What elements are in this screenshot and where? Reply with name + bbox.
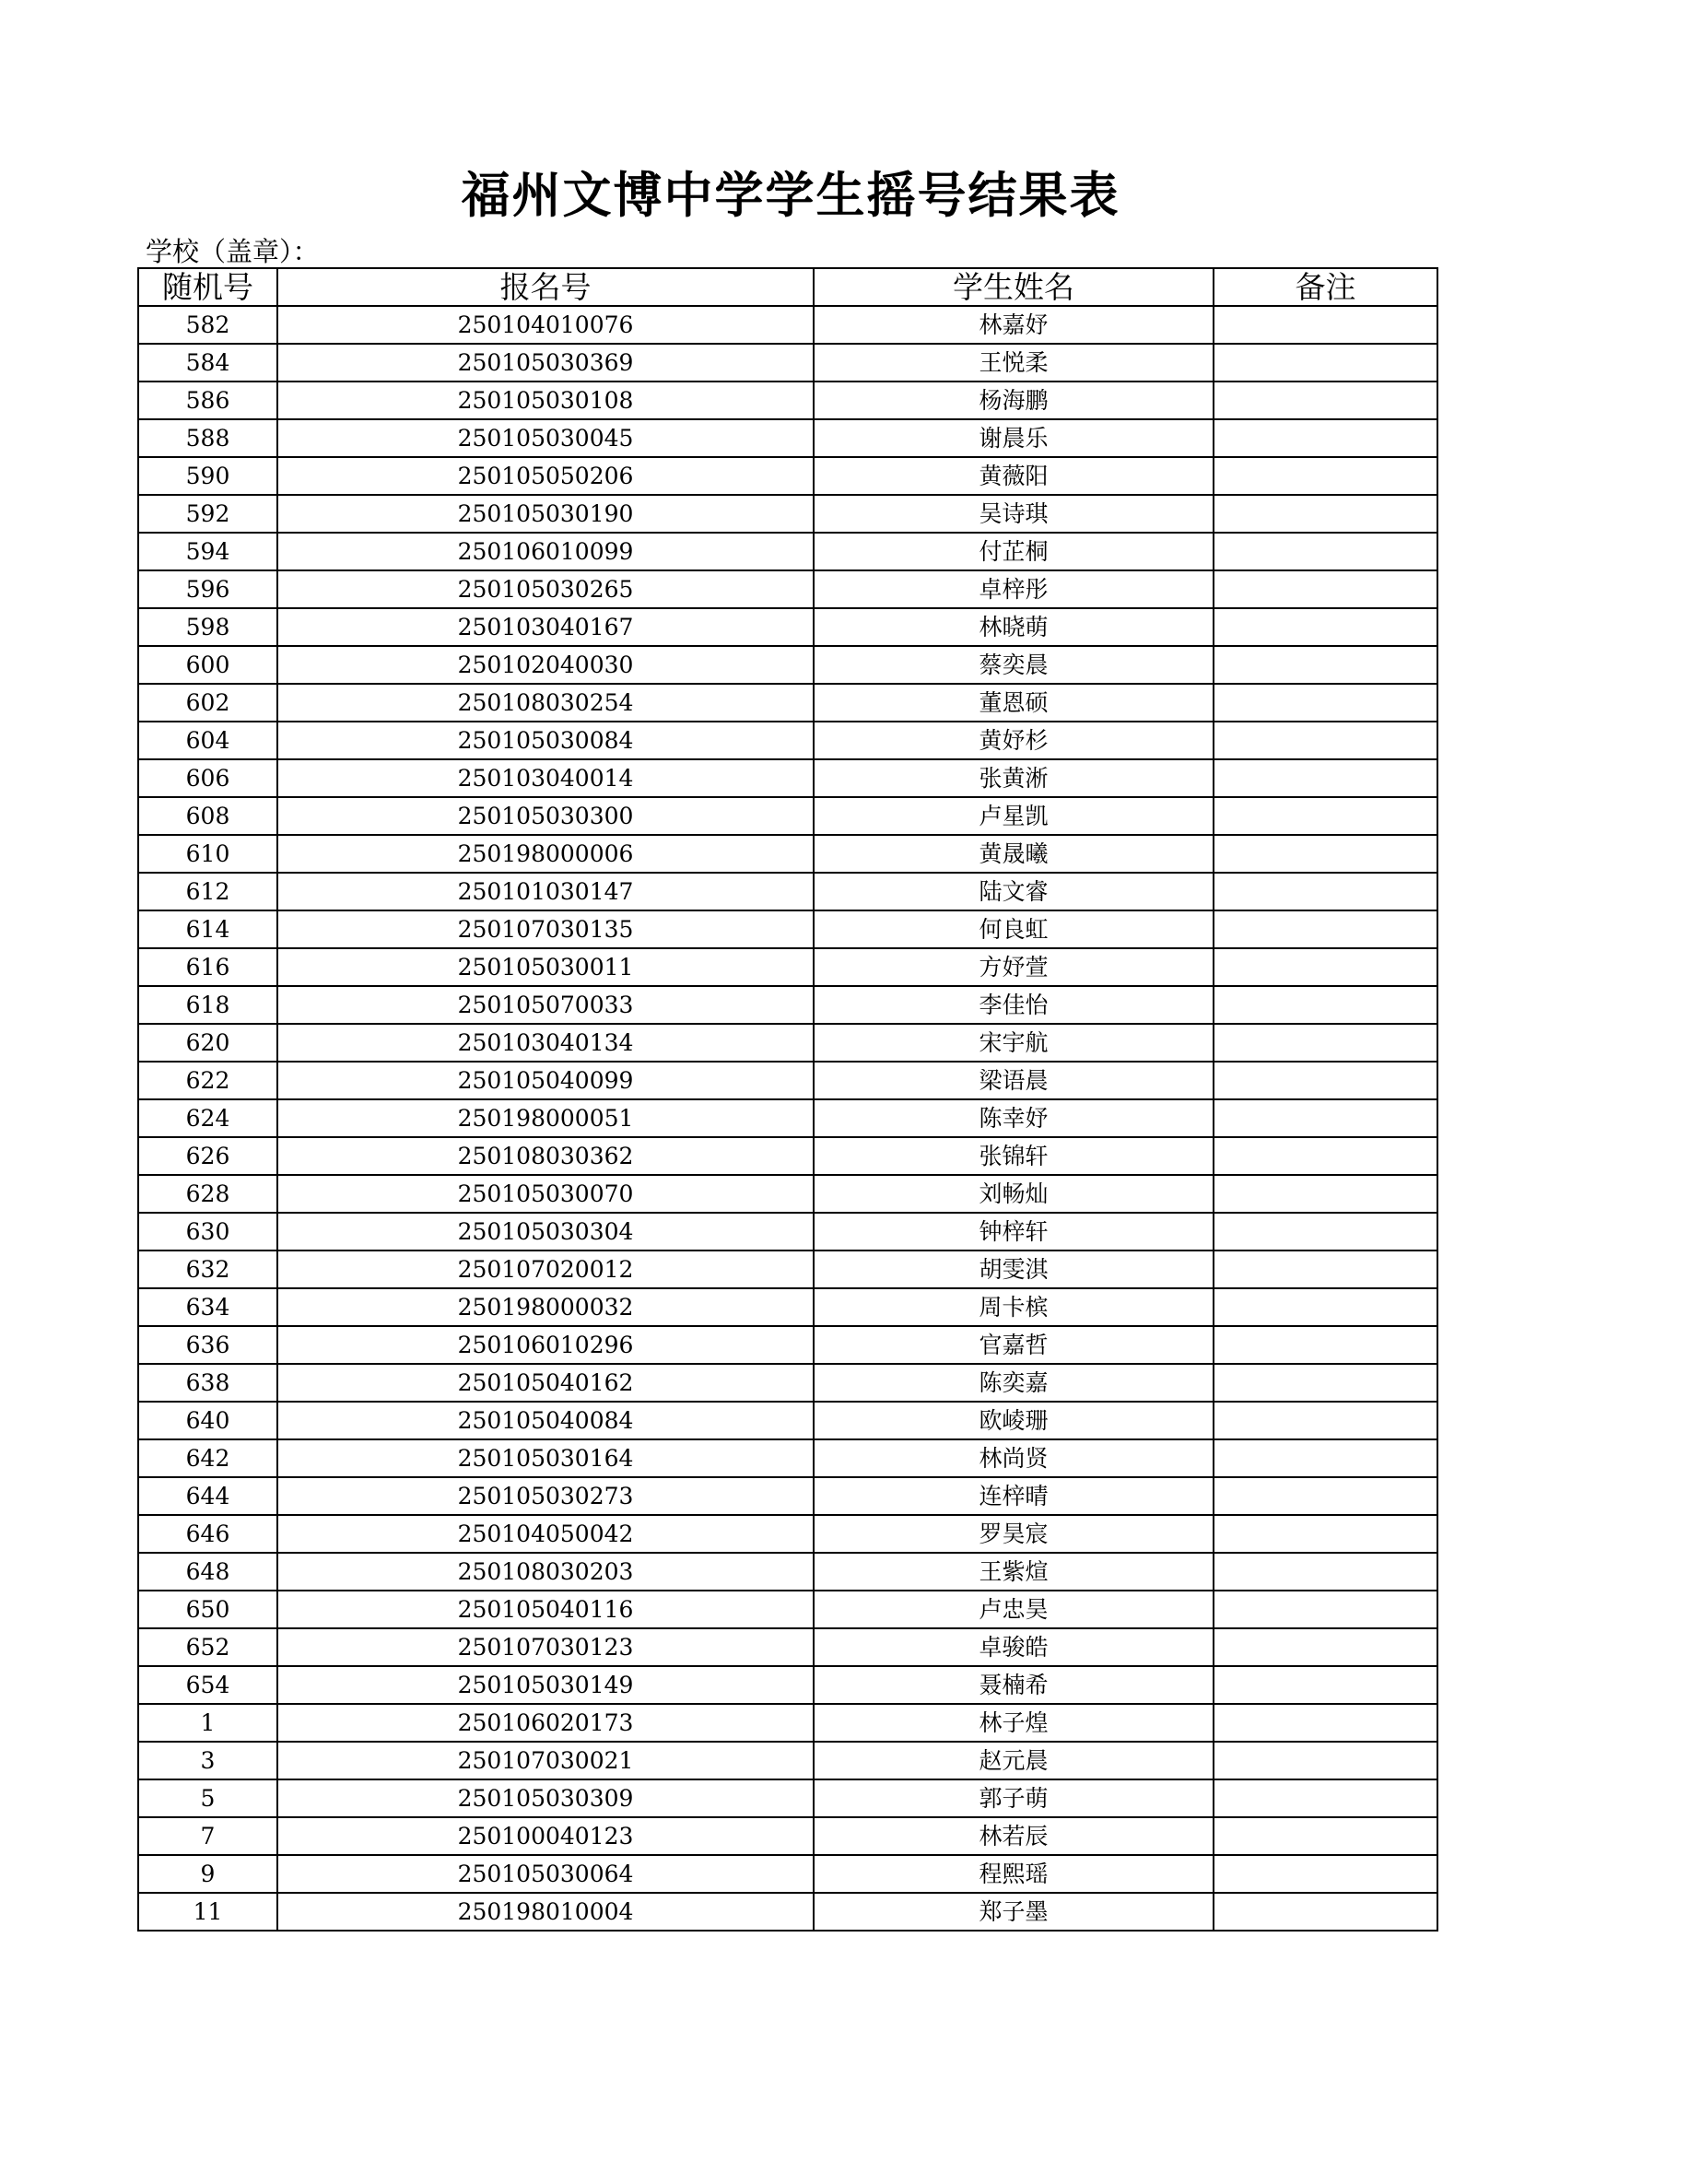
student-name-cell: 黄晟曦	[814, 835, 1214, 873]
table-row	[138, 1099, 1437, 1137]
random-number-cell: 582	[138, 306, 277, 344]
registration-number-cell: 250100040123	[277, 1817, 814, 1855]
random-number-cell: 618	[138, 986, 277, 1024]
registration-number-cell: 250104050042	[277, 1515, 814, 1553]
table-row	[138, 722, 1437, 759]
student-name-cell: 罗昊宸	[814, 1515, 1214, 1553]
table-row	[138, 910, 1437, 948]
table-row	[138, 1364, 1437, 1402]
registration-number-cell: 250105030369	[277, 344, 814, 382]
header-remarks: 备注	[1214, 268, 1437, 306]
remarks-cell	[1214, 873, 1437, 910]
lottery-result-table	[137, 267, 1438, 1932]
student-name-cell: 黄薇阳	[814, 457, 1214, 495]
random-number-cell: 628	[138, 1175, 277, 1213]
random-number-cell: 654	[138, 1666, 277, 1704]
table-row	[138, 1402, 1437, 1439]
student-name-cell: 张锦轩	[814, 1137, 1214, 1175]
student-name-cell: 赵元晨	[814, 1742, 1214, 1779]
registration-number-cell: 250105040084	[277, 1402, 814, 1439]
random-number-cell: 584	[138, 344, 277, 382]
remarks-cell	[1214, 608, 1437, 646]
registration-number-cell: 250107030021	[277, 1742, 814, 1779]
registration-number-cell: 250105030304	[277, 1213, 814, 1251]
remarks-cell	[1214, 1591, 1437, 1628]
registration-number-cell: 250105030064	[277, 1855, 814, 1893]
registration-number-cell: 250103040167	[277, 608, 814, 646]
remarks-cell	[1214, 1666, 1437, 1704]
random-number-cell: 620	[138, 1024, 277, 1062]
student-name-cell: 梁语晨	[814, 1062, 1214, 1099]
registration-number-cell: 250101030147	[277, 873, 814, 910]
random-number-cell: 602	[138, 684, 277, 722]
random-number-cell: 608	[138, 797, 277, 835]
random-number-cell: 610	[138, 835, 277, 873]
table-row	[138, 570, 1437, 608]
remarks-cell	[1214, 1779, 1437, 1817]
student-name-cell: 李佳怡	[814, 986, 1214, 1024]
registration-number-cell: 250105040162	[277, 1364, 814, 1402]
remarks-cell	[1214, 344, 1437, 382]
random-number-cell: 612	[138, 873, 277, 910]
remarks-cell	[1214, 722, 1437, 759]
student-name-cell: 何良虹	[814, 910, 1214, 948]
table-row	[138, 1439, 1437, 1477]
registration-number-cell: 250102040030	[277, 646, 814, 684]
table-row	[138, 759, 1437, 797]
random-number-cell: 638	[138, 1364, 277, 1402]
remarks-cell	[1214, 835, 1437, 873]
random-number-cell: 590	[138, 457, 277, 495]
student-name-cell: 宋宇航	[814, 1024, 1214, 1062]
random-number-cell: 11	[138, 1893, 277, 1931]
registration-number-cell: 250105030149	[277, 1666, 814, 1704]
student-name-cell: 陈奕嘉	[814, 1364, 1214, 1402]
registration-number-cell: 250105030045	[277, 419, 814, 457]
remarks-cell	[1214, 759, 1437, 797]
random-number-cell: 650	[138, 1591, 277, 1628]
table-row	[138, 1742, 1437, 1779]
table-row	[138, 1175, 1437, 1213]
remarks-cell	[1214, 1137, 1437, 1175]
registration-number-cell: 250103040014	[277, 759, 814, 797]
random-number-cell: 616	[138, 948, 277, 986]
table-row	[138, 457, 1437, 495]
registration-number-cell: 250105040116	[277, 1591, 814, 1628]
registration-number-cell: 250105030084	[277, 722, 814, 759]
remarks-cell	[1214, 1062, 1437, 1099]
student-name-cell: 郭子萌	[814, 1779, 1214, 1817]
remarks-cell	[1214, 419, 1437, 457]
table-row	[138, 1893, 1437, 1931]
table-row	[138, 986, 1437, 1024]
random-number-cell: 606	[138, 759, 277, 797]
random-number-cell: 626	[138, 1137, 277, 1175]
registration-number-cell: 250104010076	[277, 306, 814, 344]
student-name-cell: 钟梓轩	[814, 1213, 1214, 1251]
remarks-cell	[1214, 1175, 1437, 1213]
student-name-cell: 连梓晴	[814, 1477, 1214, 1515]
registration-number-cell: 250105070033	[277, 986, 814, 1024]
table-row	[138, 1288, 1437, 1326]
remarks-cell	[1214, 570, 1437, 608]
random-number-cell: 5	[138, 1779, 277, 1817]
table-row	[138, 1628, 1437, 1666]
remarks-cell	[1214, 1704, 1437, 1742]
registration-number-cell: 250105030300	[277, 797, 814, 835]
registration-number-cell: 250105040099	[277, 1062, 814, 1099]
table-row	[138, 1062, 1437, 1099]
remarks-cell	[1214, 382, 1437, 419]
remarks-cell	[1214, 684, 1437, 722]
table-row	[138, 1515, 1437, 1553]
registration-number-cell: 250198000006	[277, 835, 814, 873]
page-title: 福州文博中学学生摇号结果表	[461, 168, 1120, 224]
student-name-cell: 卓梓彤	[814, 570, 1214, 608]
table-row	[138, 948, 1437, 986]
table-row	[138, 1666, 1437, 1704]
table-row	[138, 646, 1437, 684]
random-number-cell: 588	[138, 419, 277, 457]
table-row	[138, 684, 1437, 722]
student-name-cell: 林尚贤	[814, 1439, 1214, 1477]
remarks-cell	[1214, 1402, 1437, 1439]
random-number-cell: 646	[138, 1515, 277, 1553]
random-number-cell: 594	[138, 533, 277, 570]
registration-number-cell: 250108030254	[277, 684, 814, 722]
table-row	[138, 608, 1437, 646]
remarks-cell	[1214, 1742, 1437, 1779]
student-name-cell: 董恩硕	[814, 684, 1214, 722]
table-row	[138, 495, 1437, 533]
student-name-cell: 官嘉哲	[814, 1326, 1214, 1364]
remarks-cell	[1214, 910, 1437, 948]
remarks-cell	[1214, 1364, 1437, 1402]
registration-number-cell: 250105050206	[277, 457, 814, 495]
remarks-cell	[1214, 986, 1437, 1024]
student-name-cell: 卢星凯	[814, 797, 1214, 835]
registration-number-cell: 250106010296	[277, 1326, 814, 1364]
random-number-cell: 624	[138, 1099, 277, 1137]
student-name-cell: 方妤萱	[814, 948, 1214, 986]
registration-number-cell: 250105030164	[277, 1439, 814, 1477]
table-row	[138, 1704, 1437, 1742]
remarks-cell	[1214, 1213, 1437, 1251]
student-name-cell: 林子煌	[814, 1704, 1214, 1742]
registration-number-cell: 250105030190	[277, 495, 814, 533]
registration-number-cell: 250105030011	[277, 948, 814, 986]
remarks-cell	[1214, 1477, 1437, 1515]
registration-number-cell: 250106020173	[277, 1704, 814, 1742]
header-registration-number: 报名号	[277, 268, 814, 306]
random-number-cell: 630	[138, 1213, 277, 1251]
student-name-cell: 蔡奕晨	[814, 646, 1214, 684]
random-number-cell: 642	[138, 1439, 277, 1477]
table-row	[138, 1251, 1437, 1288]
random-number-cell: 632	[138, 1251, 277, 1288]
registration-number-cell: 250105030309	[277, 1779, 814, 1817]
registration-number-cell: 250108030203	[277, 1553, 814, 1591]
registration-number-cell: 250198010004	[277, 1893, 814, 1931]
remarks-cell	[1214, 1628, 1437, 1666]
registration-number-cell: 250103040134	[277, 1024, 814, 1062]
table-row	[138, 533, 1437, 570]
table-row	[138, 1553, 1437, 1591]
student-name-cell: 欧崚珊	[814, 1402, 1214, 1439]
table-row	[138, 1326, 1437, 1364]
random-number-cell: 592	[138, 495, 277, 533]
random-number-cell: 7	[138, 1817, 277, 1855]
remarks-cell	[1214, 457, 1437, 495]
student-name-cell: 卓骏皓	[814, 1628, 1214, 1666]
registration-number-cell: 250107030123	[277, 1628, 814, 1666]
remarks-cell	[1214, 495, 1437, 533]
remarks-cell	[1214, 306, 1437, 344]
random-number-cell: 636	[138, 1326, 277, 1364]
random-number-cell: 622	[138, 1062, 277, 1099]
table-row	[138, 1137, 1437, 1175]
registration-number-cell: 250105030273	[277, 1477, 814, 1515]
remarks-cell	[1214, 1024, 1437, 1062]
student-name-cell: 郑子墨	[814, 1893, 1214, 1931]
student-name-cell: 聂楠希	[814, 1666, 1214, 1704]
registration-number-cell: 250108030362	[277, 1137, 814, 1175]
student-name-cell: 胡雯淇	[814, 1251, 1214, 1288]
student-name-cell: 刘畅灿	[814, 1175, 1214, 1213]
table-row	[138, 1817, 1437, 1855]
table-row	[138, 1855, 1437, 1893]
student-name-cell: 王悦柔	[814, 344, 1214, 382]
student-name-cell: 付芷桐	[814, 533, 1214, 570]
random-number-cell: 600	[138, 646, 277, 684]
table-row	[138, 797, 1437, 835]
random-number-cell: 9	[138, 1855, 277, 1893]
random-number-cell: 598	[138, 608, 277, 646]
student-name-cell: 林晓萌	[814, 608, 1214, 646]
student-name-cell: 杨海鹏	[814, 382, 1214, 419]
student-name-cell: 谢晨乐	[814, 419, 1214, 457]
registration-number-cell: 250105030108	[277, 382, 814, 419]
registration-number-cell: 250107020012	[277, 1251, 814, 1288]
random-number-cell: 604	[138, 722, 277, 759]
registration-number-cell: 250105030070	[277, 1175, 814, 1213]
table-row	[138, 1477, 1437, 1515]
remarks-cell	[1214, 646, 1437, 684]
table-row	[138, 1779, 1437, 1817]
random-number-cell: 586	[138, 382, 277, 419]
random-number-cell: 3	[138, 1742, 277, 1779]
remarks-cell	[1214, 948, 1437, 986]
remarks-cell	[1214, 1893, 1437, 1931]
registration-number-cell: 250198000032	[277, 1288, 814, 1326]
header-random-number: 随机号	[138, 268, 277, 306]
table-row	[138, 419, 1437, 457]
random-number-cell: 596	[138, 570, 277, 608]
remarks-cell	[1214, 1099, 1437, 1137]
remarks-cell	[1214, 1326, 1437, 1364]
student-name-cell: 陈幸妤	[814, 1099, 1214, 1137]
remarks-cell	[1214, 1553, 1437, 1591]
header-student-name: 学生姓名	[814, 268, 1214, 306]
table-row	[138, 1213, 1437, 1251]
remarks-cell	[1214, 1855, 1437, 1893]
random-number-cell: 1	[138, 1704, 277, 1742]
student-name-cell: 吴诗琪	[814, 495, 1214, 533]
random-number-cell: 634	[138, 1288, 277, 1326]
student-name-cell: 王紫煊	[814, 1553, 1214, 1591]
random-number-cell: 648	[138, 1553, 277, 1591]
student-name-cell: 林嘉妤	[814, 306, 1214, 344]
table-row	[138, 344, 1437, 382]
table-row	[138, 873, 1437, 910]
table-row	[138, 1024, 1437, 1062]
remarks-cell	[1214, 797, 1437, 835]
student-name-cell: 卢忠昊	[814, 1591, 1214, 1628]
random-number-cell: 640	[138, 1402, 277, 1439]
remarks-cell	[1214, 1439, 1437, 1477]
registration-number-cell: 250107030135	[277, 910, 814, 948]
registration-number-cell: 250105030265	[277, 570, 814, 608]
table-row	[138, 835, 1437, 873]
remarks-cell	[1214, 1288, 1437, 1326]
remarks-cell	[1214, 1251, 1437, 1288]
student-name-cell: 陆文睿	[814, 873, 1214, 910]
remarks-cell	[1214, 1817, 1437, 1855]
student-name-cell: 黄妤杉	[814, 722, 1214, 759]
school-stamp-label: 学校（盖章）：	[146, 236, 320, 267]
student-name-cell: 张黄淅	[814, 759, 1214, 797]
registration-number-cell: 250106010099	[277, 533, 814, 570]
student-name-cell: 林若辰	[814, 1817, 1214, 1855]
student-name-cell: 周卡槟	[814, 1288, 1214, 1326]
student-name-cell: 程熙瑶	[814, 1855, 1214, 1893]
table-row	[138, 382, 1437, 419]
random-number-cell: 644	[138, 1477, 277, 1515]
random-number-cell: 614	[138, 910, 277, 948]
remarks-cell	[1214, 1515, 1437, 1553]
table-header-row	[138, 268, 1437, 306]
table-row	[138, 306, 1437, 344]
random-number-cell: 652	[138, 1628, 277, 1666]
registration-number-cell: 250198000051	[277, 1099, 814, 1137]
remarks-cell	[1214, 533, 1437, 570]
table-row	[138, 1591, 1437, 1628]
